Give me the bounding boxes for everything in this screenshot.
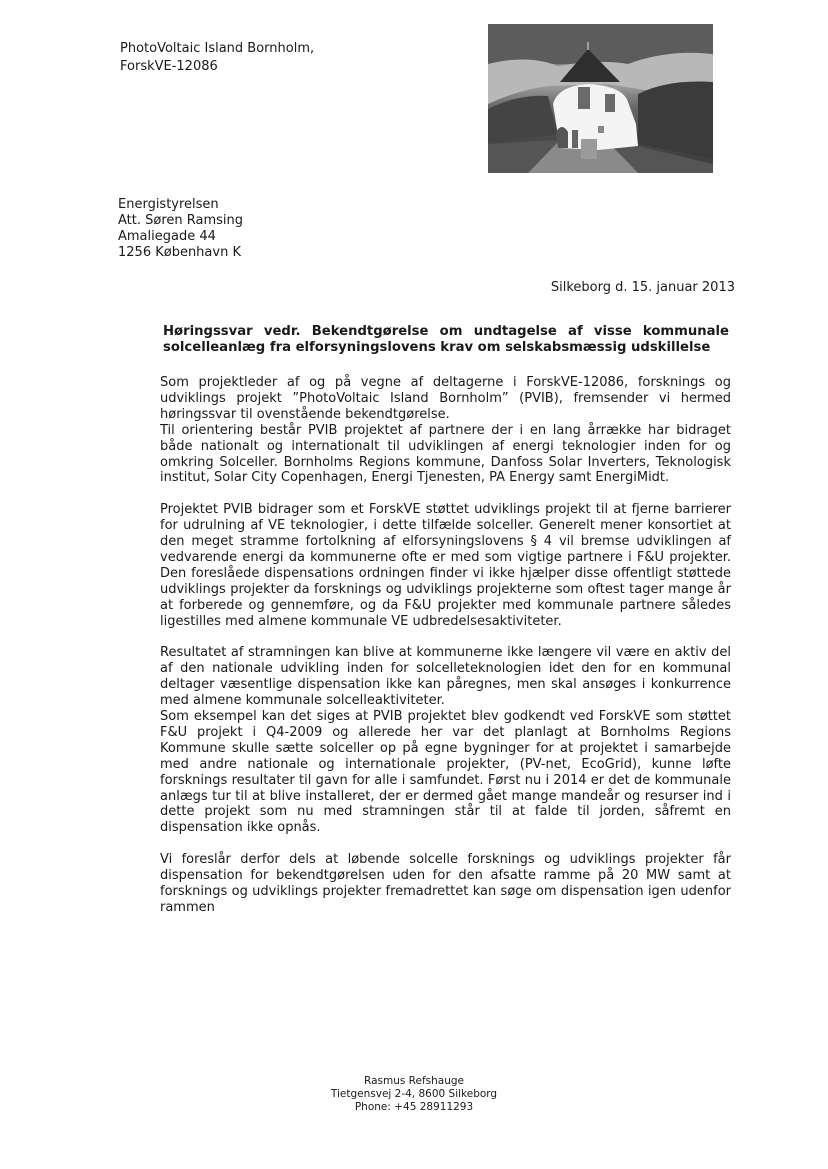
recipient-city: 1256 København K — [118, 245, 241, 260]
footer-name: Rasmus Refshauge — [364, 1075, 464, 1087]
footer-address: Tietgensvej 2-4, 8600 Silkeborg — [330, 1088, 498, 1100]
footer-phone: Phone: +45 28911293 — [354, 1101, 474, 1113]
paragraph: Som eksempel kan det siges at PVIB projektet blev godkendt ved ForskVE som støttet F&U projekt i Q4-2009 og allerede her var det planlagt at Bornholms Regions Kommune skulle sætte solceller op på egne bygninger for at projektet i samarbejde med andre nationale og internationale projekter, (PV-net, EcoGrid), kunne løfte forsknings resultater til gavn for alle i samfundet. Først nu i 2014 er det de kommunale anlægs tur til at blive installeret, der er dermed gået mange mandeår og resurser ind i dette projekt som nu med stramningen står til at falde til jorden, såfremt en dispensation ikke opnås. — [160, 709, 731, 836]
recipient-street: Amaliegade 44 — [118, 229, 216, 244]
paragraph: Til orientering består PVIB projektet af partnere der i en lang årrække har bidraget både nationalt og internationalt til udviklingen af energi teknologier inden for og omkring Solceller. Bornholms Regions kommune, Danfoss Solar Inverters, Teknologisk institut, Solar City Copenhagen, Energi Tjenesten, PA Energy samt EnergiMidt. — [160, 422, 731, 486]
sender-project-id: ForskVE-12086 — [120, 59, 218, 74]
letter-subject: Høringssvar vedr. Bekendtgørelse om undtagelse af visse kommunale solcelleanlæg fra elforsyningslovens krav om selskabsmæssig udskillelse — [163, 324, 729, 355]
paragraph: Resultatet af stramningen kan blive at kommunerne ikke længere vil være en aktiv del af den nationale udvikling inden for solcelleteknologien idet den for en kommunal deltager væsentlige dispensation ikke kan påregnes, men skal ansøges i konkurrence med almene kommunale solcelleaktiviteter. — [160, 645, 731, 709]
paragraph: Vi foreslår derfor dels at løbende solcelle forsknings og udviklings projekter får dispensation for bekendtgørelsen uden for den afsatte ramme på 20 MW samt at forsknings og udviklings projekter fremadrettet kan søge om dispensation igen udenfor rammen — [160, 852, 731, 915]
recipient-name: Energistyrelsen — [118, 197, 219, 212]
letter-body — [160, 375, 731, 916]
recipient-attention: Att. Søren Ramsing — [118, 213, 244, 228]
sender-organization: PhotoVoltaic Island Bornholm, — [120, 41, 315, 56]
round-church-photo-icon — [488, 24, 713, 173]
paragraph: Projektet PVIB bidrager som et ForskVE støttet udviklings projekt til at fjerne barrierer for udrulning af VE teknologier, i dette tilfælde solceller. Generelt mener konsortiet at den meget stramme fortolkning af elforsyningslovens § 4 vil bremse udviklingen af vedvarende energi da kommunerne ofte er med som vigtige partnere i F&U projekter. Den foreslåede dispensations ordningen finder vi ikke hjælper disse offentligt støttede udviklings projekter da forsknings og udviklings projekterne som oftest tager mange år at forberede og gennemføre, og da F&U projekter med kommunale partnere således ligestilles med almene kommunale VE udbredelsesaktiviteter. — [160, 502, 731, 629]
paragraph: Som projektleder af og på vegne af deltagerne i ForskVE-12086, forsknings og udviklings projekt ”PhotoVoltaic Island Bornholm” (PVIB), fremsender vi hermed høringssvar til ovenstående bekendtgørelse. — [160, 375, 731, 422]
sender-block — [120, 40, 314, 76]
letter-footer — [0, 1075, 828, 1114]
letter-date: Silkeborg d. 15. januar 2013 — [550, 280, 735, 295]
recipient-address — [118, 197, 243, 261]
